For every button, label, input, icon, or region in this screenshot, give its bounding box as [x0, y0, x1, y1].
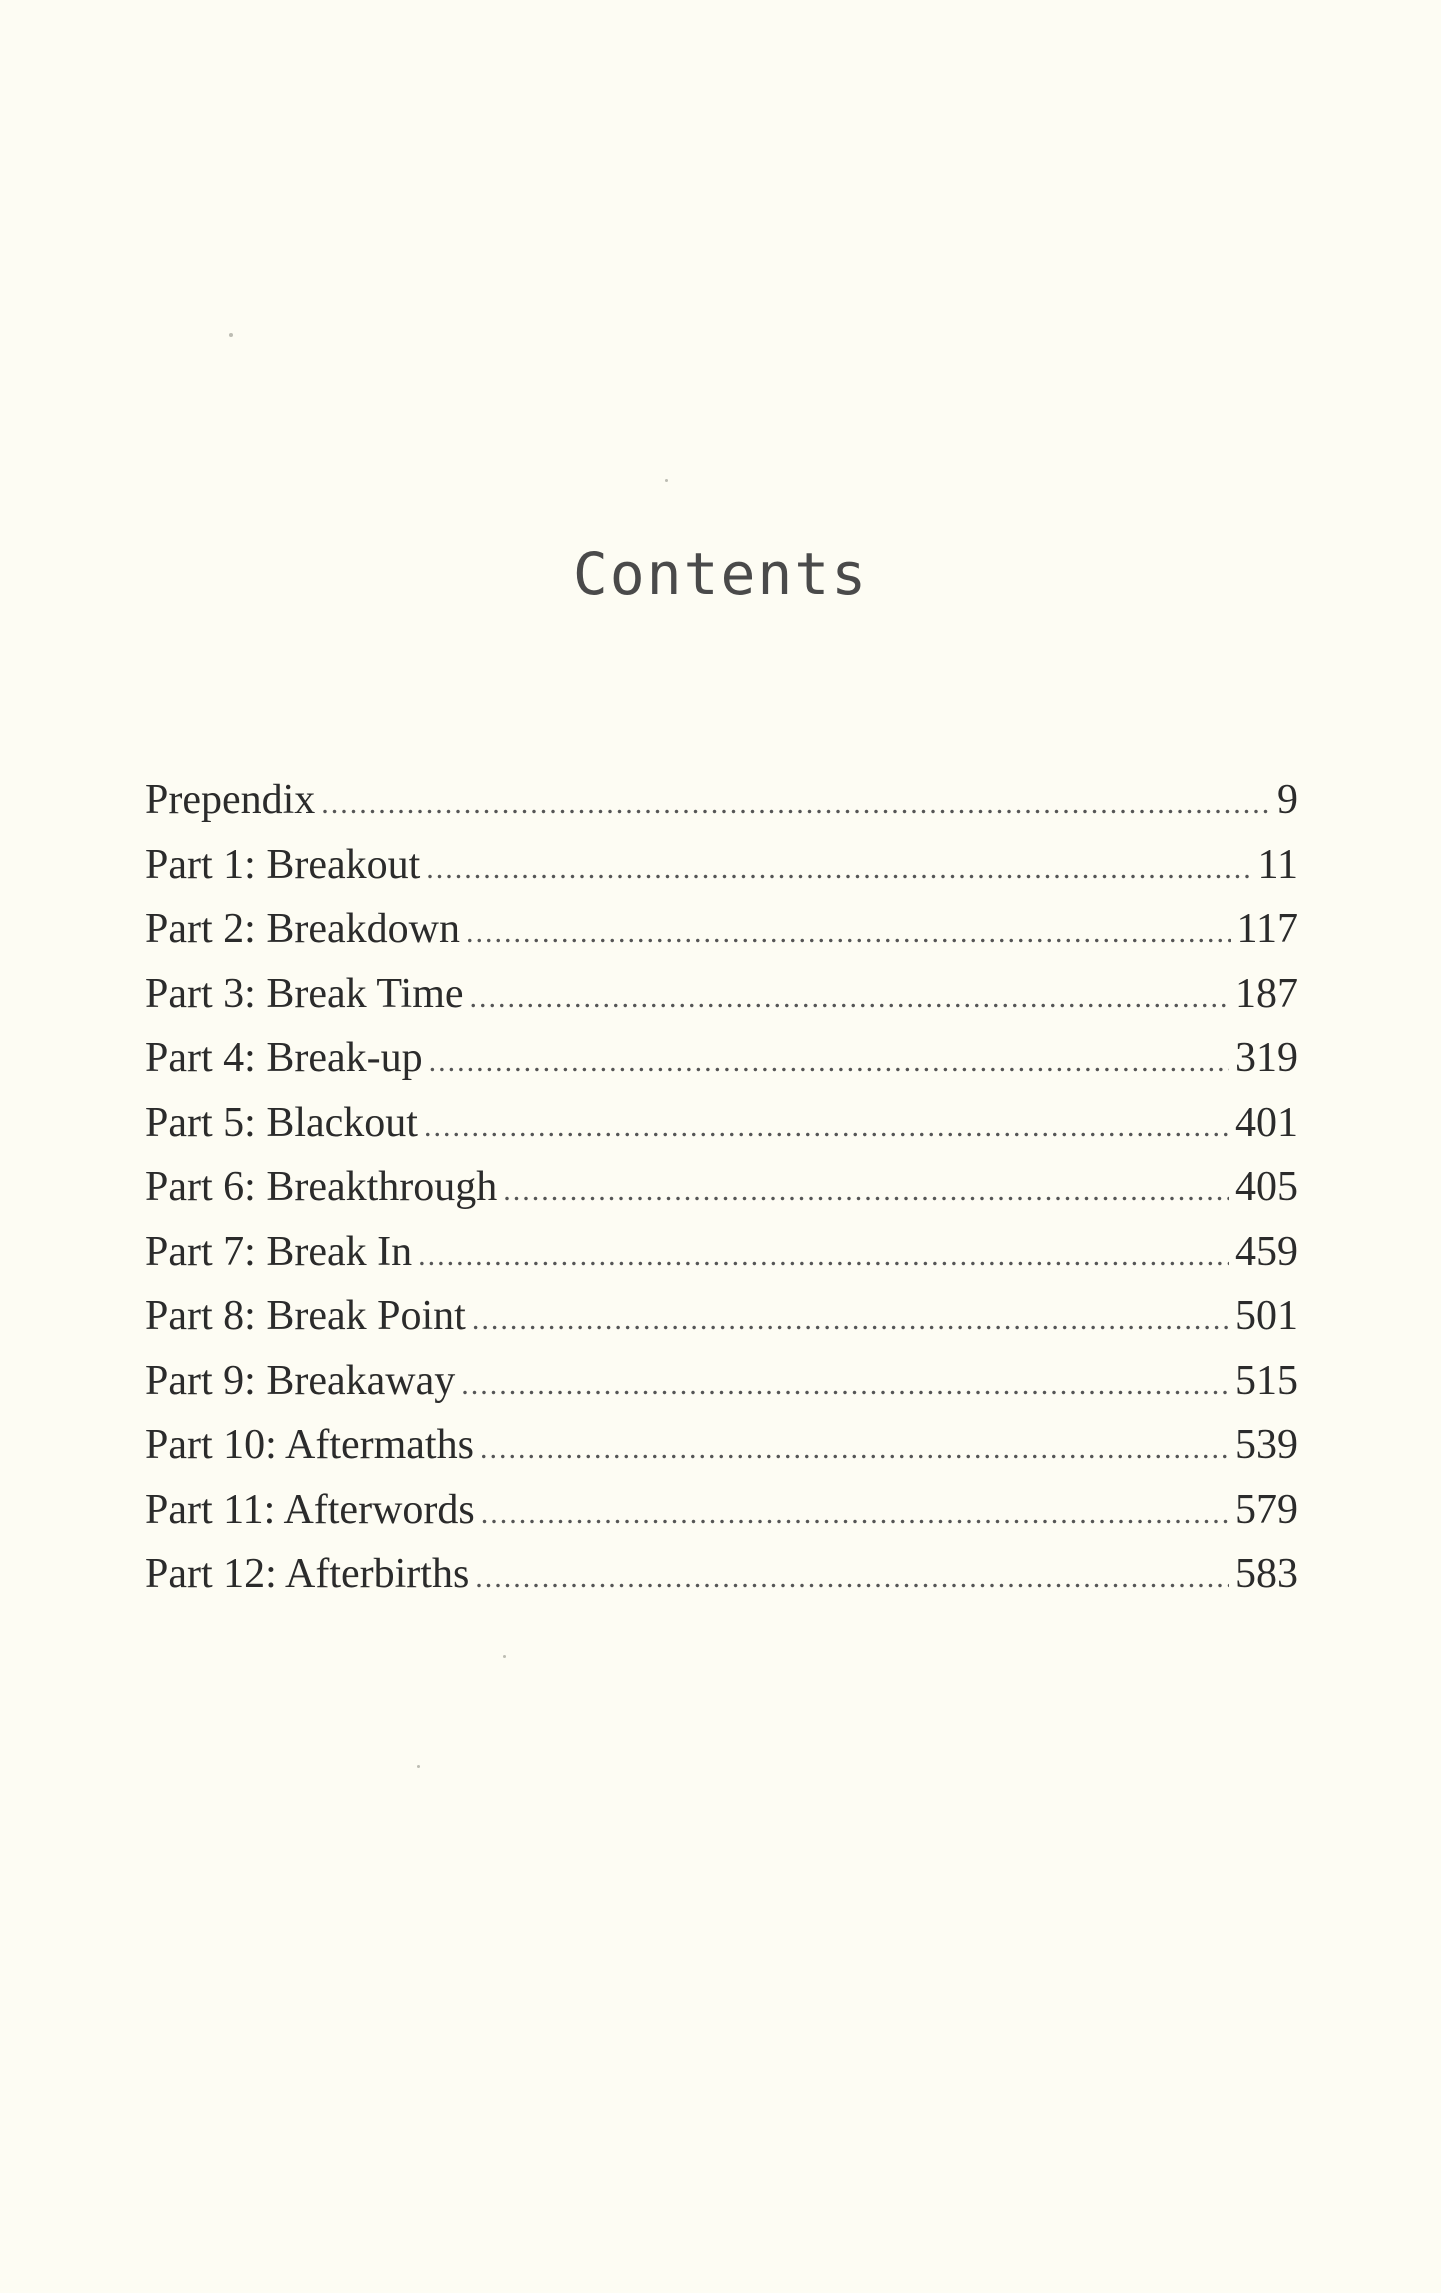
toc-entry — [145, 1413, 1298, 1478]
entry-title: Part 1: Breakout — [145, 841, 421, 888]
entry-title: Part 3: Break Time — [145, 970, 464, 1017]
toc-entry — [145, 1478, 1298, 1543]
page-number: 539 — [1235, 1422, 1298, 1468]
page-number: 459 — [1235, 1228, 1298, 1275]
toc-entry — [145, 1284, 1298, 1349]
page-number: 401 — [1235, 1099, 1298, 1146]
toc-entry — [145, 1026, 1298, 1091]
page-number: 11 — [1257, 841, 1298, 888]
entry-title: Part 12: Afterbirths — [145, 1551, 470, 1597]
dot-leader — [321, 772, 1271, 833]
dot-leader — [461, 1353, 1229, 1414]
entry-title: Part 7: Break In — [145, 1228, 413, 1275]
entry-title: Prependix — [145, 777, 316, 823]
toc-entry — [145, 1542, 1298, 1607]
dot-leader — [503, 1159, 1229, 1220]
toc-entry — [145, 897, 1298, 962]
toc-entry — [145, 768, 1298, 833]
page-number: 515 — [1235, 1357, 1298, 1404]
dot-leader — [466, 901, 1231, 962]
paper-speck — [229, 333, 233, 337]
toc-entry — [145, 1155, 1298, 1220]
page-number: 9 — [1277, 777, 1298, 823]
page-number: 319 — [1235, 1035, 1298, 1081]
toc-entry — [145, 962, 1298, 1027]
dot-leader — [429, 1030, 1229, 1091]
toc-entry — [145, 1091, 1298, 1156]
page-number: 579 — [1235, 1486, 1298, 1533]
entry-title: Part 4: Break-up — [145, 1035, 423, 1081]
entry-title: Part 6: Breakthrough — [145, 1164, 498, 1210]
page-number: 187 — [1235, 970, 1298, 1017]
toc-entry — [145, 833, 1298, 898]
dot-leader — [426, 837, 1251, 898]
page-number: 117 — [1236, 906, 1298, 952]
dot-leader — [418, 1224, 1229, 1285]
entry-title: Part 10: Aftermaths — [145, 1422, 474, 1468]
toc-entry — [145, 1220, 1298, 1285]
dot-leader — [481, 1482, 1229, 1543]
entry-title: Part 11: Afterwords — [145, 1486, 475, 1533]
page-title: Contents — [572, 540, 869, 608]
paper-speck — [503, 1655, 506, 1658]
page-number: 405 — [1235, 1164, 1298, 1210]
entry-title: Part 5: Blackout — [145, 1099, 418, 1146]
toc-entry — [145, 1349, 1298, 1414]
paper-speck — [665, 479, 668, 482]
page-number: 501 — [1235, 1293, 1298, 1339]
dot-leader — [475, 1546, 1229, 1607]
table-of-contents — [145, 768, 1298, 1607]
dot-leader — [472, 1288, 1229, 1349]
entry-title: Part 9: Breakaway — [145, 1357, 456, 1404]
dot-leader — [424, 1095, 1229, 1156]
dot-leader — [470, 966, 1229, 1027]
paper-speck — [417, 1765, 420, 1768]
page-number: 583 — [1235, 1551, 1298, 1597]
entry-title: Part 2: Breakdown — [145, 906, 460, 952]
entry-title: Part 8: Break Point — [145, 1293, 466, 1339]
dot-leader — [480, 1417, 1229, 1478]
